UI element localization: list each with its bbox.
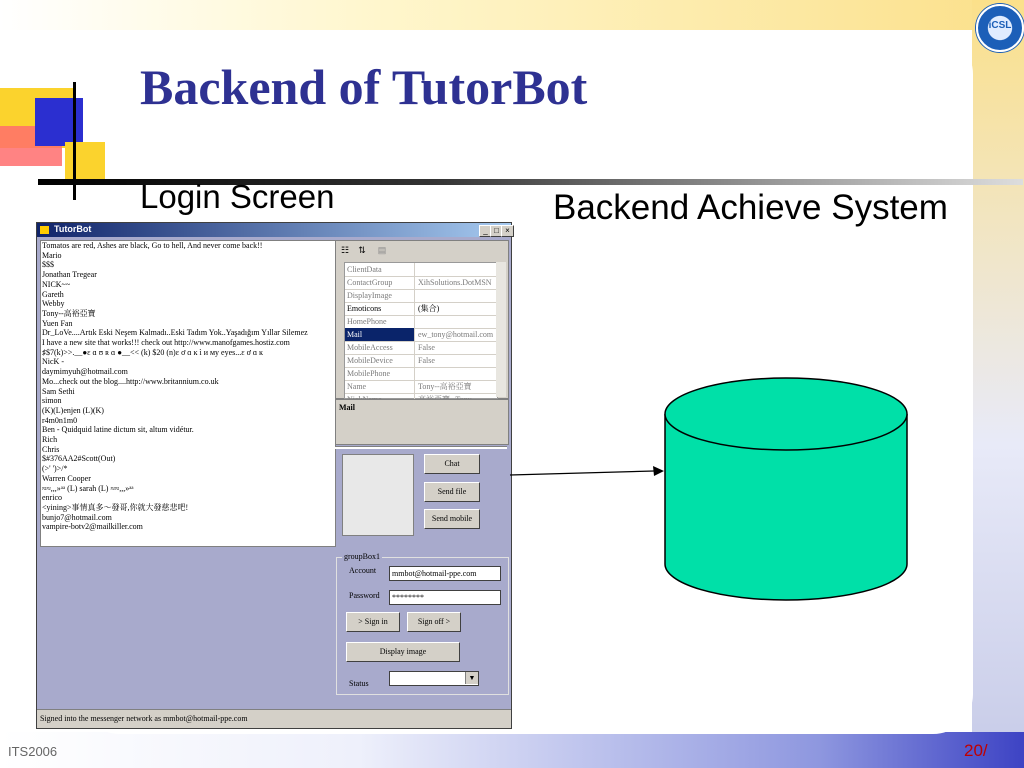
property-value[interactable] — [416, 315, 498, 328]
categorized-icon[interactable]: ☷ — [340, 245, 350, 255]
contact-item[interactable]: Webby — [42, 299, 65, 309]
alphabetical-sort-icon[interactable]: ⇅ — [358, 245, 366, 255]
contact-item[interactable]: $#376AA2#Scott(Out) — [42, 454, 116, 464]
property-row[interactable] — [345, 341, 497, 355]
contact-item[interactable]: Ben - Quidquid latine dictum sit, altum vidétur. — [42, 425, 194, 435]
property-description — [335, 399, 509, 445]
status-bar — [37, 709, 511, 728]
maximize-button[interactable]: □ — [490, 225, 503, 237]
account-input[interactable]: mmbot@hotmail-ppe.com — [389, 566, 501, 581]
property-key: ClientData — [345, 263, 415, 276]
minimize-button[interactable]: _ — [479, 225, 492, 237]
property-value[interactable]: XihSolutions.DotMSN — [418, 278, 492, 287]
contact-item[interactable]: $$$ — [42, 260, 54, 270]
property-key: DisplayImage — [345, 289, 415, 302]
contact-item[interactable]: bunjo7@hotmail.com — [42, 512, 112, 522]
property-description-text: Mail — [339, 403, 355, 412]
property-value[interactable] — [416, 367, 498, 380]
property-value[interactable]: False — [418, 343, 435, 352]
contact-item[interactable]: NicK - — [42, 357, 64, 367]
property-row[interactable] — [345, 367, 497, 381]
contact-item[interactable]: NICK~~ — [42, 279, 71, 289]
slide-title: Backend of TutorBot — [140, 59, 588, 115]
property-value[interactable]: False — [418, 356, 435, 365]
app-icon — [40, 226, 49, 234]
splitter[interactable] — [335, 446, 507, 449]
tutorbot-window — [36, 222, 512, 729]
property-key: ContactGroup — [345, 276, 415, 289]
property-grid-table[interactable] — [344, 262, 498, 399]
footer-page-number: 20/ — [964, 741, 988, 760]
contact-item[interactable]: Sam Sethi — [42, 386, 75, 396]
right-gradient-band — [972, 0, 1024, 740]
top-gradient-band — [0, 0, 1024, 30]
send-mobile-button[interactable]: Send mobile — [424, 509, 480, 529]
property-key: Mail — [345, 328, 415, 341]
contact-item[interactable]: <yining>事情真多～發哥,你就大發慈悲吧! — [42, 502, 189, 512]
contact-item[interactable]: Tomatos are red, Ashes are black, Go to hell, And never come back!! — [42, 241, 263, 250]
property-value[interactable]: (集合) — [418, 304, 440, 313]
contact-item[interactable]: ♯$7(k)>>.__●ε ɑ ʊ ʀ ɑ ●__<< (k) $20 (n)ɛ ơ ɑ ĸ ì и му eyes...ɛ ơ ɑ ĸ — [42, 347, 264, 357]
property-row[interactable] — [345, 315, 497, 329]
sign-in-button[interactable]: > Sign in — [346, 612, 400, 632]
property-row[interactable] — [345, 289, 497, 303]
contact-item[interactable]: vampire-botv2@mailkiller.com — [42, 522, 143, 532]
property-row[interactable] — [345, 328, 497, 342]
contact-list[interactable] — [40, 240, 336, 547]
property-row[interactable] — [345, 263, 497, 277]
contact-item[interactable]: Jonathan Tregear — [42, 270, 97, 280]
login-groupbox — [336, 552, 509, 695]
property-grid-scrollbar[interactable] — [496, 262, 506, 397]
database-cylinder-icon — [663, 374, 913, 604]
property-key: Emoticons — [345, 302, 415, 315]
property-grid[interactable] — [335, 240, 509, 399]
connector-arrow — [508, 462, 668, 482]
contact-item[interactable]: Gareth — [42, 289, 64, 299]
property-grid-toolbar — [336, 241, 508, 259]
groupbox-title: groupBox1 — [344, 552, 380, 561]
contact-item[interactable]: (K)(L)enjen (L)(K) — [42, 405, 104, 415]
footer-conference: ITS2006 — [8, 744, 58, 759]
property-row[interactable] — [345, 380, 497, 394]
password-label: Password — [349, 591, 380, 600]
contact-item[interactable]: daymimyuh@hotmail.com — [42, 367, 128, 377]
db-top — [665, 378, 907, 450]
contact-item[interactable]: Chris — [42, 444, 60, 454]
display-picture — [342, 454, 414, 536]
status-bar-text: Signed into the messenger network as mmbot@hotmail-ppe.com — [40, 714, 248, 723]
decor-yellow-square-small — [65, 142, 105, 182]
close-button[interactable]: × — [501, 225, 514, 237]
password-input[interactable]: ******** — [389, 590, 501, 605]
property-key: MobileAccess — [345, 341, 415, 354]
contact-item[interactable]: simon — [42, 396, 62, 406]
backend-system-label: Backend Achieve System — [553, 188, 948, 227]
contact-item[interactable]: Warren Cooper — [42, 473, 91, 483]
arrow-line — [510, 471, 654, 475]
send-file-button[interactable]: Send file — [424, 482, 480, 502]
sign-off-button[interactable]: Sign off > — [407, 612, 461, 632]
contact-item[interactable]: Mario — [42, 250, 62, 260]
property-key: Name — [345, 380, 415, 393]
window-title: TutorBot — [54, 224, 92, 234]
property-key: MobilePhone — [345, 367, 415, 380]
window-titlebar[interactable] — [37, 223, 511, 237]
contact-item[interactable]: Dr_LoVe....Artık Eski Neşem Kalmadı..Eski Tadım Yok..Yaşadığım Yıllar Silemez — [42, 328, 308, 338]
status-select[interactable] — [389, 671, 479, 686]
contact-item[interactable]: Mo...check out the blog....http://www.britannium.co.uk — [42, 376, 219, 386]
bottom-gradient-band — [0, 732, 1024, 768]
property-value[interactable] — [416, 289, 498, 302]
contact-item[interactable]: Rich — [42, 435, 58, 445]
login-screen-label: Login Screen — [140, 178, 335, 215]
property-row[interactable] — [345, 354, 497, 368]
property-row[interactable] — [345, 276, 497, 290]
property-key: MobileDevice — [345, 354, 415, 367]
property-key: HomePhone — [345, 315, 415, 328]
contact-item[interactable]: ≈≈,,,»ᵃᵃ (L) sarah (L) ≈≈,,,»ᵃᵃ — [42, 483, 134, 493]
contact-item[interactable]: Yuen Fan — [42, 318, 73, 328]
contact-item[interactable]: enrico — [42, 493, 62, 503]
contact-item[interactable]: (>' ')>/* — [42, 464, 68, 474]
property-pages-icon[interactable]: ▤ — [377, 245, 387, 255]
contact-item[interactable]: I have a new site that works!!! check out http://www.manofgames.hostiz.com — [42, 338, 290, 348]
property-value[interactable]: ew_tony@hotmail.com — [418, 330, 494, 339]
contact-item[interactable]: Tony--高裕亞寶 — [42, 308, 96, 318]
account-label: Account — [349, 566, 377, 575]
property-value[interactable]: Tony--高裕亞寶 — [418, 382, 472, 391]
display-image-button[interactable]: Display image — [346, 642, 460, 662]
chevron-down-icon[interactable]: ▼ — [465, 672, 478, 684]
property-row[interactable] — [345, 302, 497, 316]
status-label: Status — [349, 679, 369, 688]
lab-logo-text: iCSL — [988, 20, 1012, 31]
property-value[interactable] — [416, 263, 498, 276]
contact-item[interactable]: r4m0n1m0 — [42, 415, 78, 425]
lab-logo-icon — [976, 4, 1024, 52]
chat-button[interactable]: Chat — [424, 454, 480, 474]
